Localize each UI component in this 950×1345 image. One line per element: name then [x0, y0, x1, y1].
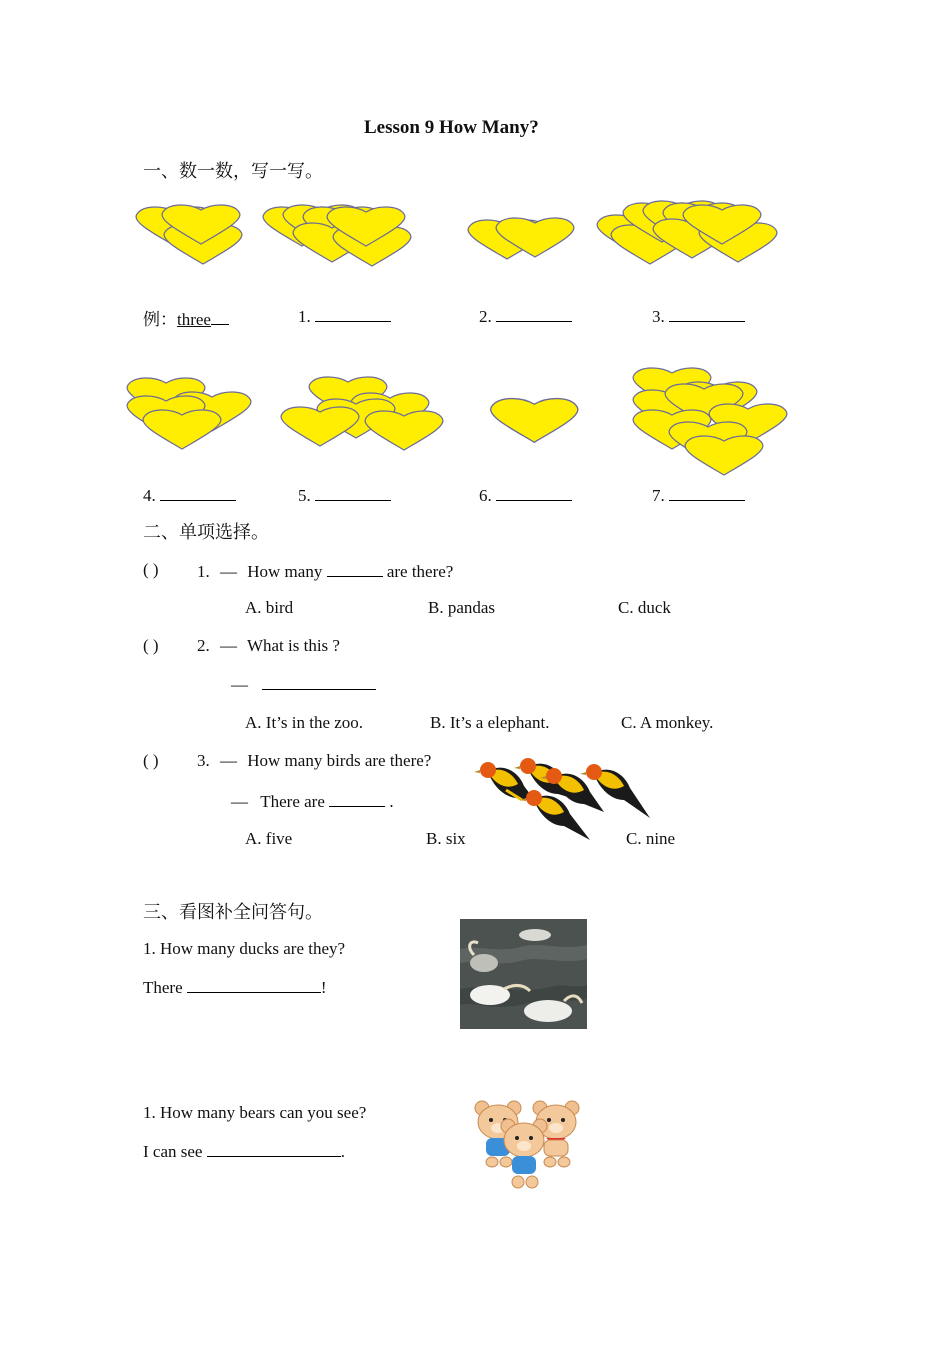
question-3-text: How many birds are there? — [247, 751, 432, 770]
count-item-2 — [479, 305, 572, 327]
section2-heading: 二、单项选择。 — [143, 522, 269, 543]
heart-group-example — [133, 202, 258, 272]
count-label-2: 2. — [479, 307, 492, 326]
question-1-blank — [327, 560, 383, 577]
question-2-answer — [231, 673, 376, 695]
question-3-answer — [231, 790, 394, 812]
bird-4 — [580, 764, 650, 818]
section3-answer-2-blank[interactable] — [207, 1140, 341, 1157]
count-item-5 — [298, 484, 391, 506]
bears-image — [470, 1098, 592, 1198]
section1-heading: 一、数一数，写一写。 — [143, 161, 323, 182]
section3-question-2: 1. How many bears can you see? — [143, 1103, 367, 1122]
example-label: 例： — [143, 310, 177, 330]
count-label-4: 4. — [143, 486, 156, 505]
count-item-3 — [652, 305, 745, 327]
answer-blank-3[interactable] — [669, 305, 745, 322]
question-2-dash: — — [220, 636, 237, 655]
duck-4 — [524, 1000, 572, 1022]
example-blank-tail — [211, 308, 229, 325]
section3-question-1: 1. How many ducks are they? — [143, 939, 346, 958]
question-2-paren[interactable]: ( ) — [143, 636, 159, 655]
q1-option-b[interactable]: B. pandas — [428, 598, 496, 617]
ducks-image — [460, 919, 587, 1029]
question-2-answer-dash: — — [231, 675, 248, 694]
heart-group-6 — [485, 393, 580, 443]
question-1-text-b: are there? — [386, 562, 454, 581]
count-label-6: 6. — [479, 486, 492, 505]
count-item-7 — [652, 484, 745, 506]
page-title: Lesson 9 How Many? — [364, 117, 539, 138]
question-3-paren[interactable]: ( ) — [143, 751, 159, 770]
question-2-answer-blank — [262, 673, 376, 690]
example-item — [143, 305, 229, 330]
section3-answer-2 — [143, 1140, 345, 1162]
question-3-answer-blank — [329, 790, 385, 807]
q1-option-a[interactable]: A. bird — [245, 598, 294, 617]
heart-group-1 — [258, 202, 428, 274]
answer-blank-7[interactable] — [669, 484, 745, 501]
q2-option-c[interactable]: C. A monkey. — [621, 713, 714, 732]
q2-option-b[interactable]: B. It’s a elephant. — [430, 713, 550, 732]
question-1-text-a: How many — [247, 562, 323, 581]
question-1-dash: — — [220, 562, 237, 581]
section3-heading: 三、看图补全问答句。 — [143, 902, 323, 923]
answer-blank-1[interactable] — [315, 305, 391, 322]
q2-option-a[interactable]: A. It’s in the zoo. — [245, 713, 364, 732]
count-label-5: 5. — [298, 486, 311, 505]
question-3-number: 3. — [197, 751, 210, 770]
answer-blank-4[interactable] — [160, 484, 236, 501]
answer-blank-2[interactable] — [496, 305, 572, 322]
count-item-1 — [298, 305, 391, 327]
birds-image — [474, 752, 660, 848]
q3-option-b[interactable]: B. six — [426, 829, 466, 848]
heart-group-4 — [122, 373, 257, 459]
question-1-paren[interactable]: ( ) — [143, 560, 159, 579]
count-item-6 — [479, 484, 572, 506]
q1-option-c[interactable]: C. duck — [618, 598, 671, 617]
count-label-1: 1. — [298, 307, 311, 326]
heart-group-3 — [592, 198, 787, 278]
example-answer: three — [177, 310, 211, 329]
question-2 — [197, 636, 340, 656]
q3-option-a[interactable]: A. five — [245, 829, 293, 848]
heart-group-2 — [465, 215, 585, 267]
question-1-number: 1. — [197, 562, 210, 581]
question-3 — [197, 751, 431, 771]
question-1 — [197, 560, 453, 582]
heart-group-7 — [628, 363, 793, 483]
section3-answer-1-blank[interactable] — [187, 976, 321, 993]
count-label-7: 7. — [652, 486, 665, 505]
q3-option-c[interactable]: C. nine — [626, 829, 676, 848]
question-3-answer-end: . — [389, 792, 394, 811]
question-3-dash: — — [220, 751, 237, 770]
question-2-number: 2. — [197, 636, 210, 655]
duck-1 — [519, 929, 551, 941]
count-item-4 — [143, 484, 236, 506]
duck-2 — [470, 954, 498, 972]
section3-answer-1-text: There — [143, 978, 183, 997]
heart-group-5 — [276, 374, 456, 458]
question-3-answer-text: There are — [260, 792, 325, 811]
answer-blank-6[interactable] — [496, 484, 572, 501]
section3-answer-2-text: I can see — [143, 1142, 203, 1161]
section3-answer-1 — [143, 976, 327, 998]
question-3-answer-dash: — — [231, 792, 248, 811]
section3-answer-1-end: ! — [320, 978, 327, 997]
section3-answer-2-end: . — [340, 1142, 345, 1161]
question-2-text: What is this ? — [246, 636, 340, 655]
answer-blank-5[interactable] — [315, 484, 391, 501]
count-label-3: 3. — [652, 307, 665, 326]
